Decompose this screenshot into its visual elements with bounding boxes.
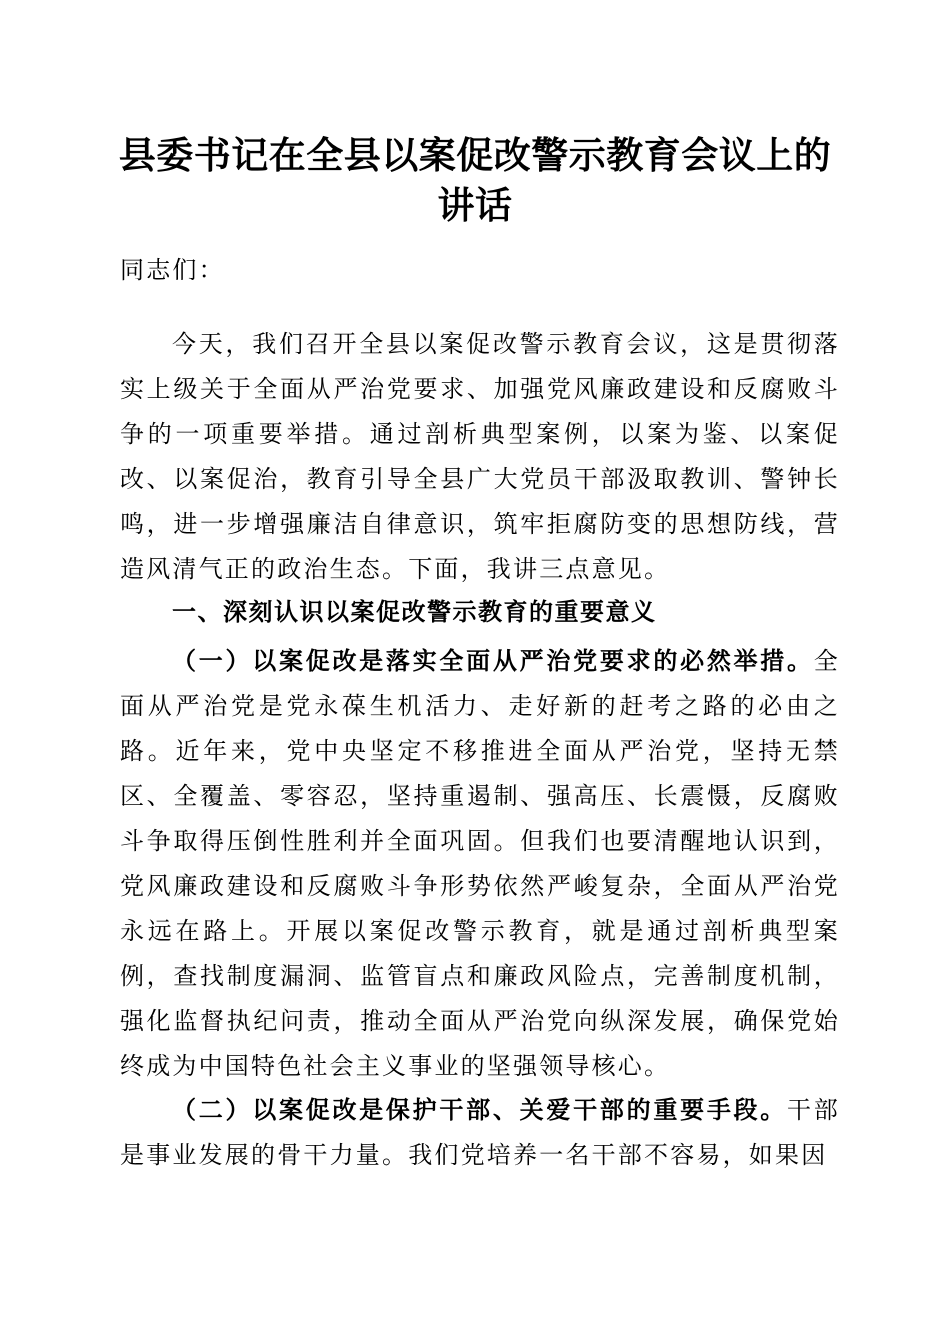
section-1-2-paragraph bbox=[120, 1087, 840, 1178]
section-1-2-text: 干部是事业发展的骨干力量。我们党培养一名干部不容易，如果因 bbox=[120, 1096, 840, 1169]
intro-paragraph: 今天，我们召开全县以案促改警示教育会议，这是贯彻落实上级关于全面从严治党要求、加强党风廉政建设和反腐败斗争的一项重要举措。通过剖析典型案例，以案为鉴、以案促改、以案促治，教育引导全县广大党员干部汲取教训、警钟长鸣，进一步增强廉洁自律意识，筑牢拒腐防变的思想防线，营造风清气正的政治生态。下面，我讲三点意见。 bbox=[120, 330, 840, 583]
section-1-1-paragraph bbox=[120, 638, 840, 1089]
salutation: 同志们： bbox=[120, 256, 225, 284]
section-1-1-text: 全面从严治党是党永葆生机活力、走好新的赶考之路的必由之路。近年来，党中央坚定不移推进全面从严治党，坚持无禁区、全覆盖、零容忍，坚持重遏制、强高压、长震慑，反腐败斗争取得压倒性胜利并全面巩固。但我们也要清醒地认识到，党风廉政建设和反腐败斗争形势依然严峻复杂，全面从严治党永远在路上。开展以案促改警示教育，就是通过剖析典型案例，查找制度漏洞、监管盲点和廉政风险点，完善制度机制，强化监督执纪问责，推动全面从严治党向纵深发展，确保党始终成为中国特色社会主义事业的坚强领导核心。 bbox=[120, 647, 840, 1080]
section-1-2-subheading: （二）以案促改是保护干部、关爱干部的重要手段。 bbox=[172, 1095, 788, 1124]
section-heading-1: 一、深刻认识以案促改警示教育的重要意义 bbox=[172, 598, 657, 626]
section-1-1-subheading: （一）以案促改是落实全面从严治党要求的必然举措。 bbox=[172, 646, 814, 675]
document-title: 县委书记在全县以案促改警示教育会议上的讲话 bbox=[118, 133, 832, 227]
